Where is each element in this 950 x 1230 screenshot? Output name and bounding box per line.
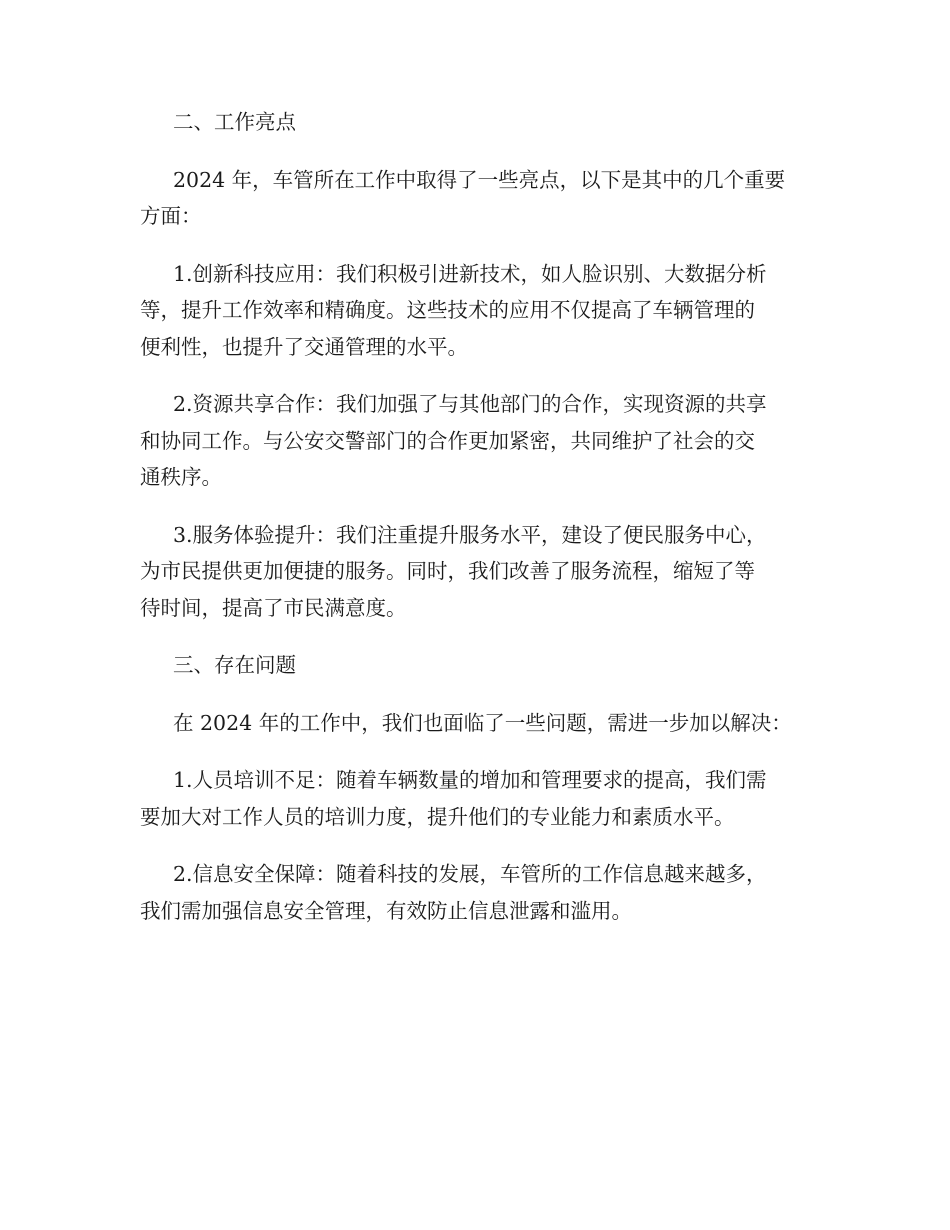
text-line: 要加大对工作人员的培训力度，提升他们的专业能力和素质水平。 [140, 804, 735, 829]
list-item-tech-innovation [140, 256, 815, 366]
text-line: 通秩序。 [140, 465, 222, 489]
text-line: 在 2024 年的工作中，我们也面临了一些问题，需进一步加以解决： [173, 710, 792, 735]
paragraph-highlights-intro [140, 162, 815, 235]
text-line: 3.服务体验提升：我们注重提升服务水平，建设了便民服务中心， [173, 522, 767, 547]
text-line: 待时间，提高了市民满意度。 [140, 595, 407, 620]
text-line: 等，提升工作效率和精确度。这些技术的应用不仅提高了车辆管理的 [140, 298, 755, 322]
text-line: 为市民提供更加便捷的服务。同时，我们改善了服务流程，缩短了等 [140, 559, 755, 583]
list-item-service-experience [140, 517, 815, 627]
document-body [140, 104, 815, 950]
text-line: 2.信息安全保障：随着科技的发展，车管所的工作信息越来越多， [173, 862, 767, 886]
list-item-staff-training [140, 762, 815, 835]
text-line: 2024 年，车管所在工作中取得了一些亮点，以下是其中的几个重要 [173, 167, 786, 192]
text-line: 1.创新科技应用：我们积极引进新技术，如人脸识别、大数据分析 [173, 261, 767, 286]
text-line: 2.资源共享合作：我们加强了与其他部门的合作，实现资源的共享 [173, 392, 767, 416]
list-item-resource-sharing [140, 386, 815, 496]
text-line: 我们需加强信息安全管理，有效防止信息泄露和滥用。 [140, 898, 632, 923]
section-heading-problems: 三、存在问题 [173, 653, 296, 677]
text-line: 和协同工作。与公安交警部门的合作更加紧密，共同维护了社会的交 [140, 428, 755, 453]
text-line: 便利性，也提升了交通管理的水平。 [140, 334, 468, 359]
text-line: 方面： [140, 204, 202, 228]
paragraph-problems-intro [140, 705, 815, 742]
text-line: 1.人员培训不足：随着车辆数量的增加和管理要求的提高，我们需 [173, 768, 767, 792]
list-item-info-security [140, 856, 815, 929]
section-heading-highlights: 二、工作亮点 [173, 110, 296, 134]
